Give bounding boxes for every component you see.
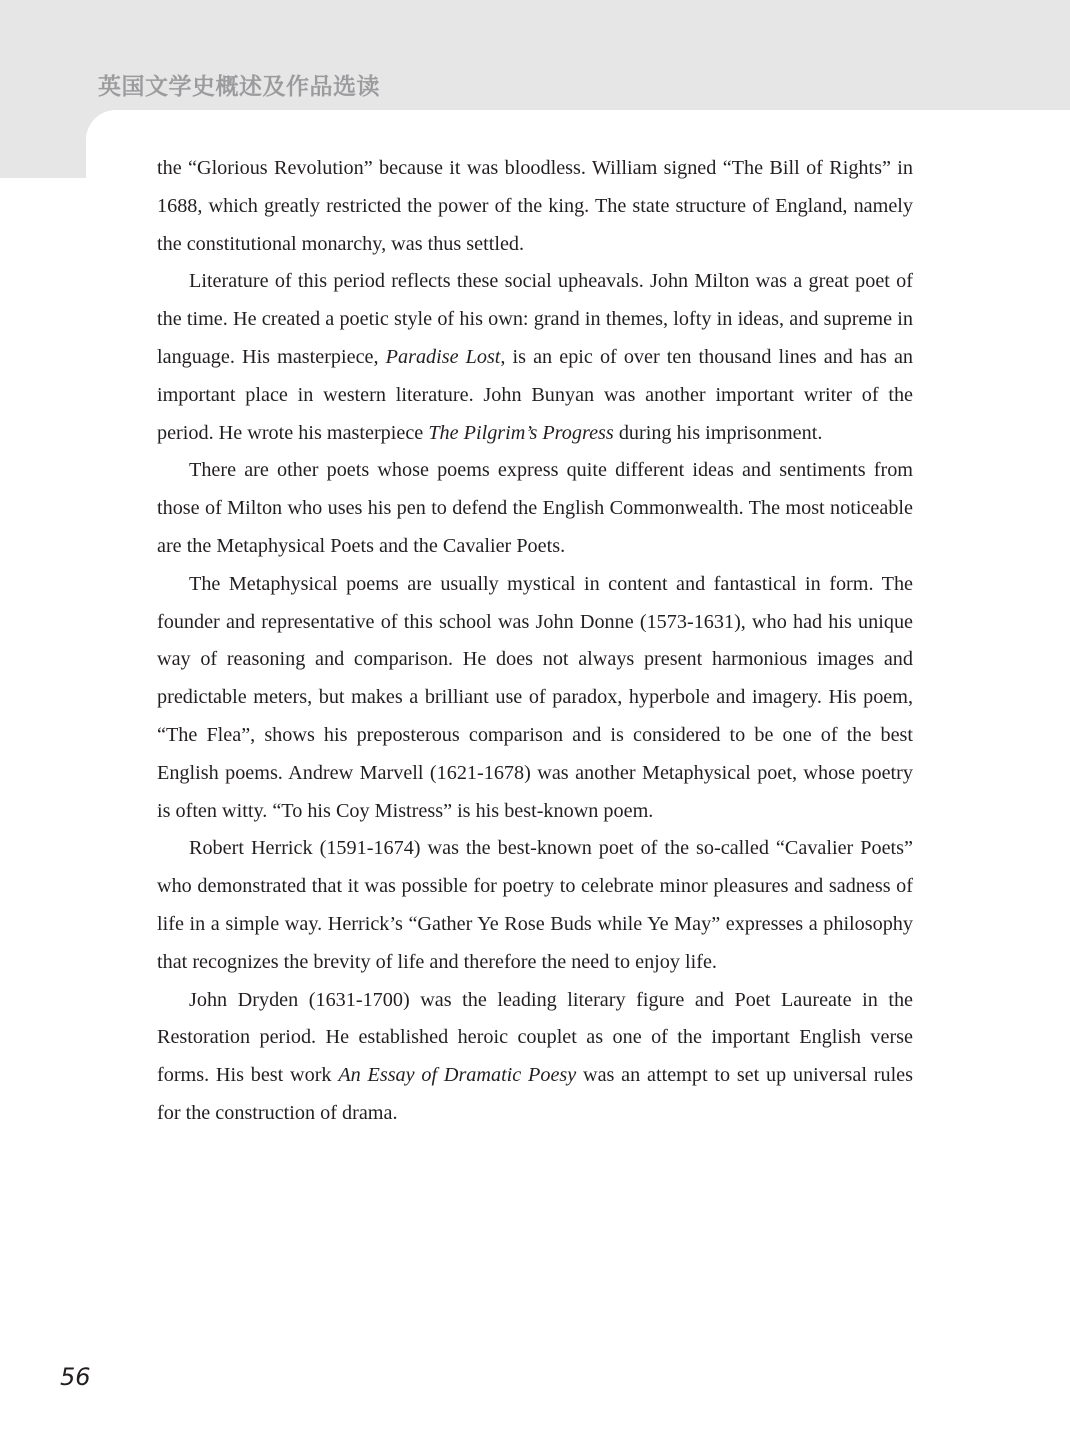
text-run: , is an epic of over ten thousand lines and has an important place in western literature. John Bunyan was another important writer of the period. He wrote his masterpiece <box>157 345 913 444</box>
running-head-book-title: 英国文学史概述及作品选读 <box>98 74 380 100</box>
text-run: Robert Herrick (1591-1674) was the best-known poet of the so-called “Cavalier Poets” who demonstrated that it was possible for poetry to celebrate minor pleasures and sadness of life in a simple way. Herrick’s “Gather Ye Rose Buds while Ye May” expresses a philosophy that recognizes the brevity of life and therefore the need to enjoy life. <box>157 837 913 973</box>
paragraph <box>157 150 913 263</box>
paragraph <box>157 452 913 565</box>
header-band-corner <box>0 110 86 178</box>
paragraph <box>157 830 913 981</box>
book-title-pilgrims-progress: The Pilgrim’s Progress <box>428 421 614 444</box>
text-run: The Metaphysical poems are usually mystical in content and fantastical in form. The founder and representative of this school was John Donne (1573-1631), who had his unique way of reasoning and comparison. He does not always present harmonious images and predictable meters, but makes a brilliant use of paradox, hyperbole and imagery. His poem, “The Flea”, shows his preposterous comparison and is considered to be one of the best English poems. Andrew Marvell (1621-1678) was another Metaphysical poet, whose poetry is often witty. “To his Coy Mistress” is his best-known poem. <box>157 572 913 822</box>
text-run: There are other poets whose poems express quite different ideas and sentiments from those of Milton who uses his pen to defend the English Commonwealth. The most noticeable are the Metaphysical Poets and the Cavalier Poets. <box>157 459 913 557</box>
book-title-paradise-lost: Paradise Lost <box>385 345 501 368</box>
paragraph <box>157 982 913 1133</box>
text-run: was an attempt to set up universal rules for the construction of drama. <box>157 1064 913 1124</box>
text-run: Literature of this period reflects these social upheavals. John Milton was a great poet of the time. He created a poetic style of his own: grand in themes, lofty in ideas, and supreme in language. His masterpiece, <box>157 270 913 368</box>
paragraph <box>157 263 913 452</box>
text-run: John Dryden (1631-1700) was the leading literary figure and Poet Laureate in the Restoration period. He established heroic couplet as one of the important English verse forms. His best work <box>157 988 913 1087</box>
body-text <box>157 150 913 1133</box>
page-number: 56 <box>60 1363 91 1391</box>
text-run: during his imprisonment. <box>613 421 823 444</box>
book-title-essay-of-dramatic-poesy: An Essay of Dramatic Poesy <box>338 1064 577 1087</box>
paragraph <box>157 566 913 831</box>
text-run: the “Glorious Revolution” because it was bloodless. William signed “The Bill of Rights” in 1688, which greatly restricted the power of the king. The state structure of England, namely the constitutional monarchy, was thus settled. <box>157 157 913 255</box>
